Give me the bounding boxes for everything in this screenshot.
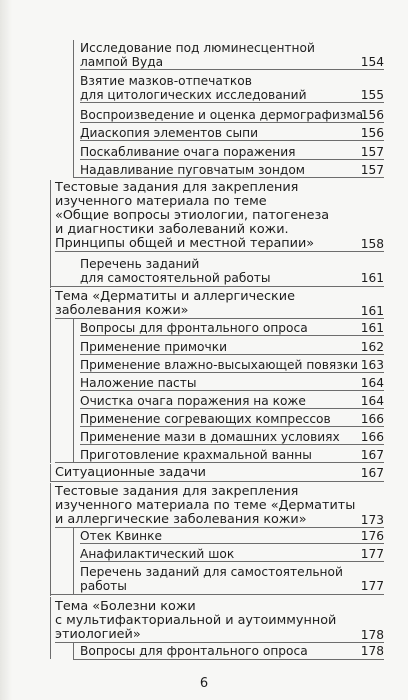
toc-entry-page: 163 xyxy=(360,358,384,372)
toc-entry-title: Вопросы для фронтального опроса xyxy=(80,644,308,658)
toc-entry-title: Применение мази в домашних условиях xyxy=(80,430,340,444)
toc-entry[interactable] xyxy=(80,529,384,543)
toc-entry-page: 156 xyxy=(360,126,384,140)
entry-underline xyxy=(50,594,384,595)
entry-underline xyxy=(80,561,384,562)
toc-entry[interactable] xyxy=(80,340,384,354)
entry-underline xyxy=(80,140,384,141)
toc-entry-title: Диаскопия элементов сыпи xyxy=(80,126,258,140)
group-bracket-line xyxy=(50,180,51,288)
toc-entry[interactable] xyxy=(80,74,384,102)
toc-entry-title: Отек Квинке xyxy=(80,529,163,543)
toc-entry-page: 164 xyxy=(360,394,384,408)
toc-entry-page: 154 xyxy=(360,55,384,69)
toc-entry-page: 166 xyxy=(360,412,384,426)
entry-underline xyxy=(80,390,384,391)
toc-entry[interactable] xyxy=(80,376,384,390)
toc-entry-page: 167 xyxy=(360,466,384,480)
entry-underline xyxy=(80,354,384,355)
toc-entry-title: Исследование под люминесцентной лампой Вуда xyxy=(80,41,315,69)
toc-entry[interactable] xyxy=(55,466,384,480)
toc-entry-page: 157 xyxy=(360,163,384,177)
toc-entry-title: Тестовые задания для закрепления изученного материала по теме «Общие вопросы этиологии, патогенеза и диагностики заболеваний кожи. Принципы общей и местной терапии» xyxy=(55,180,330,251)
entry-underline xyxy=(80,159,384,160)
toc-entry-title: Тестовые задания для закрепления изученного материала по теме «Дерматиты и аллергические заболевания кожи» xyxy=(55,484,356,527)
entry-underline xyxy=(50,286,384,287)
entry-underline xyxy=(73,177,384,178)
toc-entry-title: Перечень заданий для самостоятельной работы xyxy=(80,257,271,285)
toc-entry[interactable] xyxy=(55,181,384,251)
toc-entry[interactable] xyxy=(80,321,384,335)
toc-entry-title: Анафилактический шок xyxy=(80,547,235,561)
toc-entry-title: Применение влажно-высыхающей повязки xyxy=(80,358,359,372)
toc-entry-title: Взятие мазков-отпечатков для цитологических исследований xyxy=(80,74,307,102)
toc-entry[interactable] xyxy=(80,394,384,408)
toc-entry[interactable] xyxy=(80,358,384,372)
toc-entry-title: Тема «Дерматиты и аллергические заболевания кожи» xyxy=(55,289,295,318)
toc-entry-page: 166 xyxy=(360,430,384,444)
toc-entry-page: 177 xyxy=(360,547,384,561)
group-bracket-line xyxy=(73,642,74,659)
group-bracket-line xyxy=(50,597,51,659)
entry-underline xyxy=(80,372,384,373)
toc-entry-title: Вопросы для фронтального опроса xyxy=(80,321,308,335)
toc-entry[interactable] xyxy=(55,485,384,527)
toc-entry-page: 158 xyxy=(360,237,384,251)
group-bracket-line xyxy=(50,289,51,463)
toc-entry-title: Наложение пасты xyxy=(80,376,197,390)
toc-entry-title: Тема «Болезни кожи с мультифакториальной и аутоиммунной этиологией» xyxy=(55,599,337,642)
entry-underline xyxy=(50,481,384,482)
toc-entry[interactable] xyxy=(80,644,384,658)
group-bracket-line xyxy=(73,527,74,595)
page-gutter-shadow xyxy=(0,0,12,700)
entry-underline xyxy=(55,527,384,528)
toc-entry-title: Приготовление крахмальной ванны xyxy=(80,448,312,462)
toc-entry-page: 177 xyxy=(360,579,384,593)
group-bracket-line xyxy=(73,40,74,178)
toc-entry[interactable] xyxy=(80,108,384,122)
toc-entry-page: 157 xyxy=(360,145,384,159)
toc-entry-page: 178 xyxy=(360,644,384,658)
entry-underline xyxy=(73,659,384,660)
toc-entry-title: Надавливание пуговчатым зондом xyxy=(80,163,305,177)
toc-entry-page: 155 xyxy=(360,88,384,102)
toc-entry[interactable] xyxy=(80,163,384,177)
toc-entry[interactable] xyxy=(80,547,384,561)
entry-underline xyxy=(80,102,384,103)
toc-entry[interactable] xyxy=(80,126,384,140)
toc-entry-title: Перечень заданий для самостоятельной работы xyxy=(80,565,343,593)
toc-entry-page: 164 xyxy=(360,376,384,390)
toc-entry-page: 161 xyxy=(360,304,384,318)
toc-entry-page: 162 xyxy=(360,340,384,354)
toc-entry[interactable] xyxy=(80,430,384,444)
entry-underline xyxy=(55,462,384,463)
group-bracket-line xyxy=(73,318,74,462)
entry-underline xyxy=(55,251,384,252)
entry-underline xyxy=(80,543,384,544)
entry-underline xyxy=(55,318,384,319)
toc-entry-page: 167 xyxy=(360,448,384,462)
entry-underline xyxy=(80,408,384,409)
entry-underline xyxy=(80,426,384,427)
toc-entry[interactable] xyxy=(80,448,384,462)
toc-entry-page: 161 xyxy=(360,271,384,285)
toc-entry-page: 178 xyxy=(360,628,384,642)
entry-underline xyxy=(80,69,384,70)
toc-entry-title: Ситуационные задачи xyxy=(55,465,206,480)
toc-entry-page: 161 xyxy=(360,321,384,335)
toc-entry-title: Поскабливание очага поражения xyxy=(80,145,296,159)
entry-underline xyxy=(80,335,384,336)
entry-underline xyxy=(80,122,384,123)
entry-underline xyxy=(55,642,384,643)
toc-entry[interactable] xyxy=(80,412,384,426)
toc-entry[interactable] xyxy=(55,290,384,318)
toc-entry[interactable] xyxy=(80,41,384,69)
page-number: 6 xyxy=(199,676,209,691)
toc-entry-page: 176 xyxy=(360,529,384,543)
toc-entry-page: 156 xyxy=(360,108,384,122)
group-bracket-line xyxy=(50,483,51,596)
toc-entry[interactable] xyxy=(80,145,384,159)
toc-entry[interactable] xyxy=(55,600,384,642)
group-bracket-line xyxy=(50,464,51,482)
toc-entry-title: Применение примочки xyxy=(80,340,227,354)
toc-entry-title: Очистка очага поражения на коже xyxy=(80,394,306,408)
toc-entry-title: Применение согревающих компрессов xyxy=(80,412,331,426)
toc-entry[interactable] xyxy=(80,257,384,285)
entry-underline xyxy=(80,444,384,445)
toc-entry-title: Воспроизведение и оценка дермографизма xyxy=(80,108,364,122)
toc-entry[interactable] xyxy=(80,565,384,593)
toc-entry-page: 173 xyxy=(360,513,384,527)
